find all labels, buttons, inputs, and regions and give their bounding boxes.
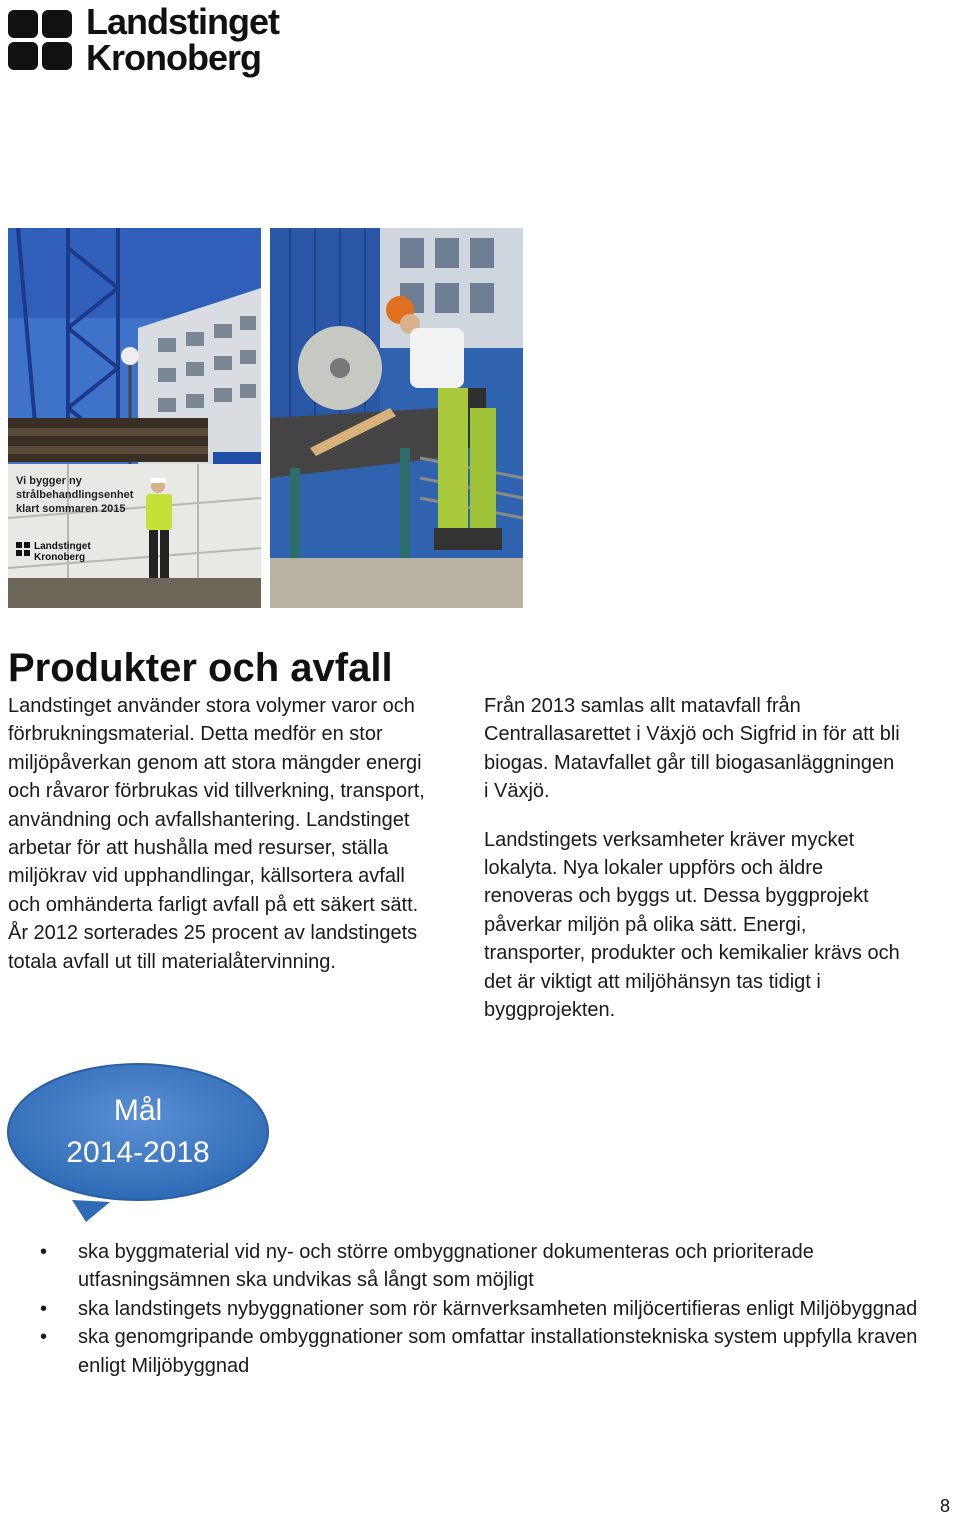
goal-period: 2014-2018 xyxy=(66,1136,210,1169)
left-column xyxy=(8,692,428,976)
logo-wordmark xyxy=(86,1,279,78)
list-item xyxy=(38,1238,918,1295)
goal-speech-bubble xyxy=(6,1062,274,1232)
left-paragraph: Landstinget använder stora volymer varor och förbrukningsmaterial. Detta medför en stor miljöpåverkan genom att stora mängder energi och råvaror förbrukas vid tillverkning, transport, användning och avfallshantering. Landstinget arbetar för att hushålla med resurser, ställa miljökrav vid upphandlingar, källsortera avfall och omhänderta farligt avfall på ett säkert sätt. År 2012 sorterades 25 procent av landstingets totala avfall ut till materialåtervinning. xyxy=(8,695,425,973)
sign-text-3: klart sommaren 2015 xyxy=(16,503,126,515)
sign-logo-text-2: Kronoberg xyxy=(34,552,86,563)
bullet-icon: • xyxy=(40,1241,48,1263)
page-number: 8 xyxy=(939,1496,950,1516)
sign-logo-text-1: Landstinget xyxy=(34,541,91,552)
logo-mark-icon xyxy=(8,6,76,74)
logo-line-2: Kronoberg xyxy=(86,37,261,78)
section-heading: Produkter och avfall xyxy=(8,646,393,690)
carpenter-worker-photo xyxy=(270,228,523,608)
list-item xyxy=(38,1295,918,1323)
logo-line-1: Landstinget xyxy=(86,1,279,42)
goal-text-1: ska byggmaterial vid ny- och större ombyggnationer dokumenteras och prioriterade utfasningsämnen ska undvikas så långt som möjligt xyxy=(78,1241,814,1292)
right-paragraph-2: Landstingets verksamheter kräver mycket lokalyta. Nya lokaler uppförs och äldre renoveras och byggs ut. Dessa byggprojekt påverkar miljön på olika sätt. Energi, transporter, produkter och kemikalier krävs och det är viktigt att miljöhänsyn tas tidigt i byggprojekten. xyxy=(484,828,900,1022)
goal-text-2: ska landstingets nybyggnationer som rör kärnverksamheten miljöcertifieras enligt Miljöbyggnad xyxy=(78,1297,918,1320)
sign-text-1: Vi bygger ny xyxy=(16,475,82,487)
list-item xyxy=(38,1323,918,1380)
goals-list xyxy=(38,1238,918,1380)
right-column xyxy=(484,692,904,1024)
bullet-icon: • xyxy=(40,1326,48,1349)
sign-text-2: strålbehandlingsenhet xyxy=(16,489,134,501)
bullet-icon: • xyxy=(40,1297,48,1320)
goal-title: Mål xyxy=(113,1094,163,1127)
right-paragraph-1: Från 2013 samlas allt matavfall från Centrallasarettet i Växjö och Sigfrid in för att bli biogas. Matavfallet går till biogasanläggningen i Växjö. xyxy=(484,695,900,803)
construction-site-photo xyxy=(8,228,261,608)
goal-text-3: ska genomgripande ombyggnationer som omfattar installationstekniska system uppfylla kraven enligt Miljöbyggnad xyxy=(78,1326,918,1377)
landstinget-kronoberg-logo xyxy=(8,1,308,84)
